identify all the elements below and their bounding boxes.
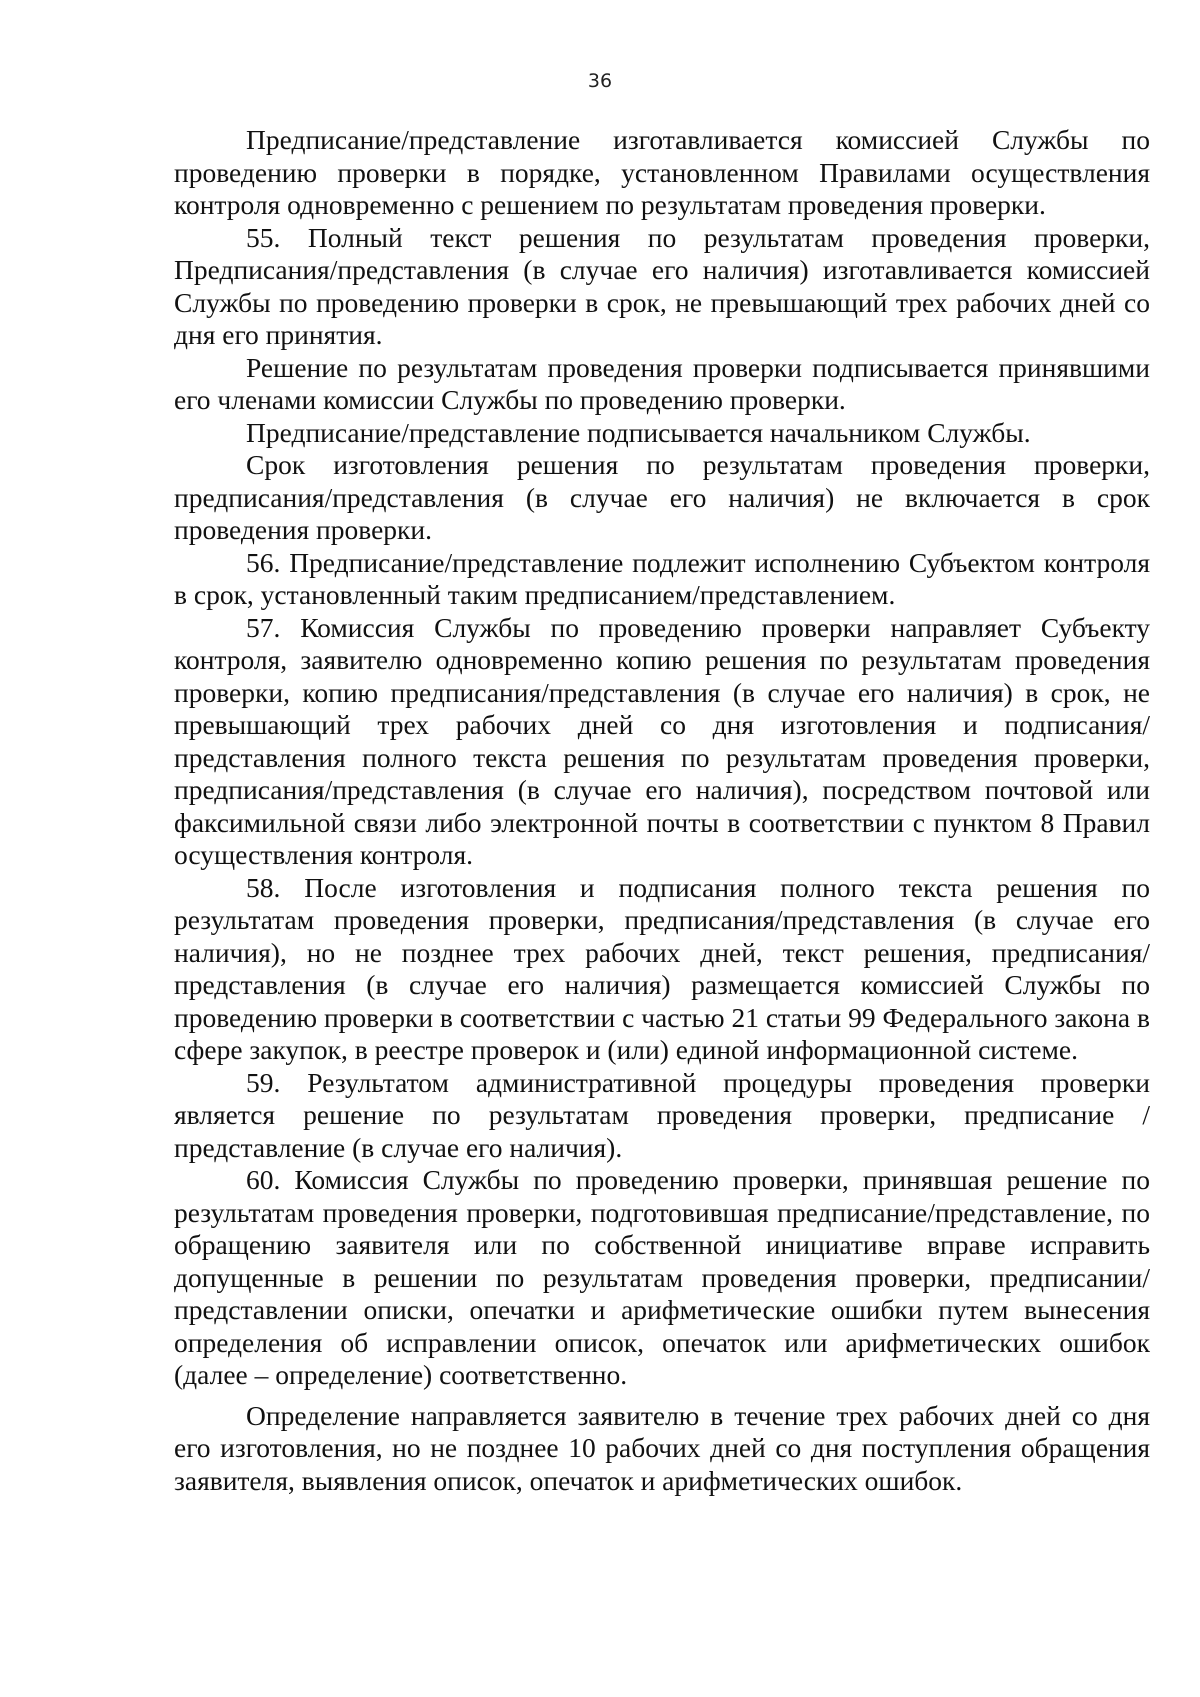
paragraph: Предписание/представление подписывается начальником Службы. xyxy=(246,416,1031,448)
paragraph-60: 60. Комиссия Службы по проведению проверки, принявшая решение по результатам проведения проверки, подготовившая предписание/представление, по обращению заявителя или по собственной инициативе вправе исправить допущенные в решении по результатам проведения проверки, предписании/представлении описки, опечатки и арифметические ошибки путем вынесения определения об исправлении описок, опечаток или арифметических ошибок (далее – определение) соответственно. xyxy=(174,1164,1150,1390)
paragraph-57: 57. Комиссия Службы по проведению проверки направляет Субъекту контроля, заявителю одновременно копию решения по результатам проведения проверки, копию предписания/представления (в случае его наличия) в срок, не превышающий трех рабочих дней со дня изготовления и подписания/представления полного текста решения по результатам проведения проверки, предписания/представления (в случае его наличия), посредством почтовой или факсимильной связи либо электронной почты в соответствии с пунктом 8 Правил осуществления контроля. xyxy=(174,611,1150,870)
paragraph-58: 58. После изготовления и подписания полного текста решения по результатам проведения проверки, предписания/представления (в случае его наличия), но не позднее трех рабочих дней, текст решения, предписания/представления (в случае его наличия) размещается комиссией Службы по проведению проверки в соответствии с частью 21 статьи 99 Федерального закона в сфере закупок, в реестре проверок и (или) единой информационной системе. xyxy=(174,871,1150,1065)
paragraph-56: 56. Предписание/представление подлежит исполнению Субъектом контроля в срок, установленный таким предписанием/представлением. xyxy=(174,546,1150,610)
paragraph-59: 59. Результатом административной процедуры проведения проверки является решение по результатам проведения проверки, предписание /представление (в случае его наличия). xyxy=(174,1066,1150,1163)
paragraph: Предписание/представление изготавливается комиссией Службы по проведению проверки в порядке, установленном Правилами осуществления контроля одновременно с решением по результатам проведения проверки. xyxy=(174,124,1150,220)
paragraph: Определение направляется заявителю в течение трех рабочих дней со дня его изготовления, но не позднее 10 рабочих дней со дня поступления обращения заявителя, выявления описок, опечаток и арифметических ошибок. xyxy=(174,1399,1150,1496)
document-body xyxy=(174,124,1150,1497)
paragraph: Срок изготовления решения по результатам проведения проверки, предписания/представления (в случае его наличия) не включается в срок проведения проверки. xyxy=(174,449,1150,545)
paragraph-55: 55. Полный текст решения по результатам проведения проверки, Предписания/представления (в случае его наличия) изготавливается комиссией Службы по проведению проверки в срок, не превышающий трех рабочих дней со дня его принятия. xyxy=(174,221,1150,350)
paragraph: Решение по результатам проведения проверки подписывается принявшими его членами комиссии Службы по проведению проверки. xyxy=(174,351,1150,415)
page-number: 36 xyxy=(587,70,613,92)
